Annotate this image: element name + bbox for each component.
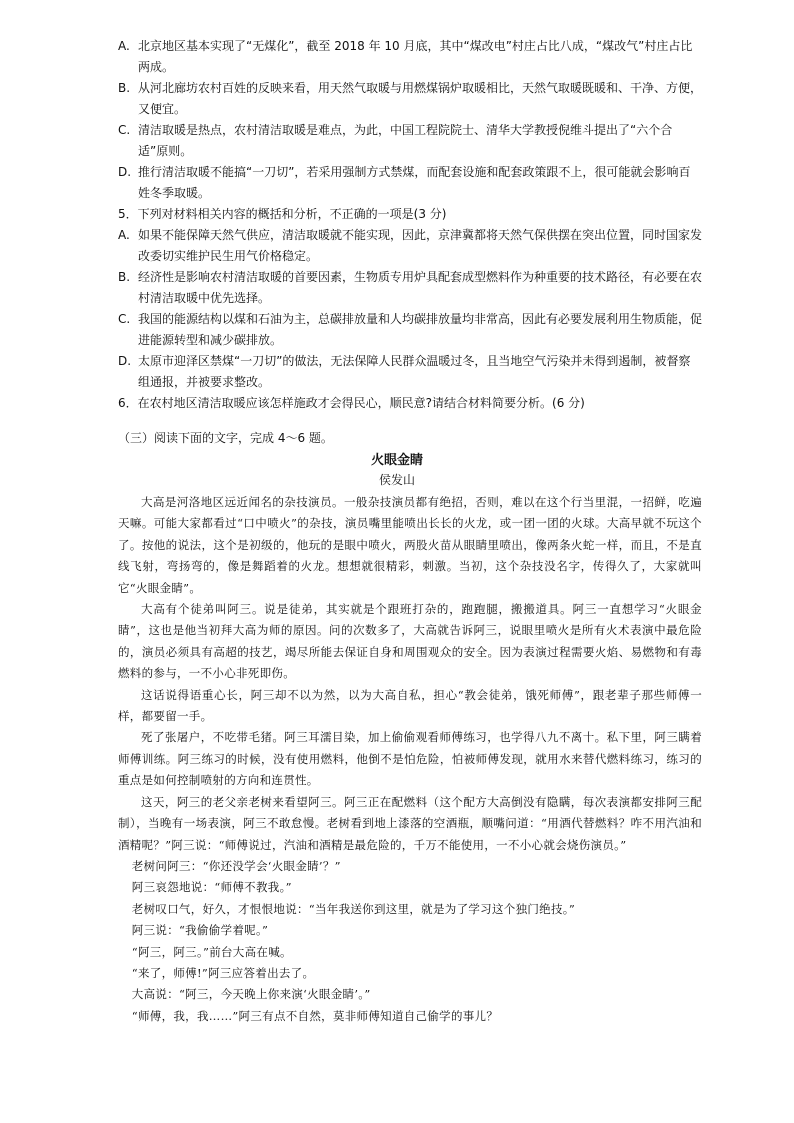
option-text: 从河北廊坊农村百姓的反映来看，用天然气取暖与用燃煤锅炉取暖相比，天然气取暖既暖和、干净、方便，又便宜。 <box>138 81 703 116</box>
story-paragraph: “阿三，阿三。”前台大高在喊。 <box>131 944 292 959</box>
story-paragraph: 大高有个徒弟叫阿三。说是徒弟，其实就是个跟班打杂的，跑跑腿，搬搬道具。阿三一直想学习“火眼金睛”，这也是他当初拜大高为师的原因。问的次数多了，大高就告诉阿三，说眼里喷火是所有火术表演中最危险的，演员必须具有高超的技艺，竭尽所能去保证自身和周围观众的安全。因为表演过程需要火焰、易燃物和有毒燃料的参与，一不小心非死即伤。 <box>118 602 702 681</box>
option-label: A. <box>118 228 130 242</box>
story-body <box>118 492 702 1027</box>
option-4c <box>118 120 702 162</box>
story-paragraph: “师傅，我，我……”阿三有点不自然，莫非师傅知道自己偷学的事儿？ <box>131 1008 499 1023</box>
story-paragraph: 老树问阿三：“你还没学会‘火眼金睛’？” <box>131 858 341 873</box>
option-4d <box>118 162 702 204</box>
option-text: 我国的能源结构以煤和石油为主，总碳排放量和人均碳排放量均非常高，因此有必要发展利用生物质能，促进能源转型和减少碳排放。 <box>138 312 703 347</box>
option-label: A. <box>118 39 130 53</box>
story-paragraph: “来了，师傅!”阿三应答着出去了。 <box>131 965 315 980</box>
story-paragraph: 老树叹口气，好久，才恨恨地说：“当年我送你到这里，就是为了学习这个独门绝技。” <box>131 901 576 916</box>
story-paragraph: 死了张屠户，不吃带毛猪。阿三耳濡目染，加上偷偷观看师傅练习，也学得八九不离十。私下里，阿三瞒着师傅训练。阿三练习的时候，没有使用燃料，他倒不是怕危险，怕被师傅发现，就用水来替代燃料练习，练习的重点是如何控制喷射的方向和连贯性。 <box>118 730 702 788</box>
section-heading: （三）阅读下面的文字，完成 4～6 题。 <box>118 431 333 445</box>
option-text: 太原市迎泽区禁煤“一刀切”的做法，无法保障人民群众温暖过冬，且当地空气污染并未得到遏制，被督察组通报，并被要求整改。 <box>138 354 691 389</box>
story-paragraph: 大高是河洛地区远近闻名的杂技演员。一般杂技演员都有绝招，否则，难以在这个行当里混，一招鲜，吃遍天嘛。可能大家都看过“口中喷火”的杂技，演员嘴里能喷出长长的火龙，或一团一团的火球。大高早就不玩这个了。按他的说法，这个是初级的，他玩的是眼中喷火，两股火苗从眼睛里喷出，像两条火蛇一样，而且，不是直线飞射，弯扬弯的，像是舞蹈着的火龙。想想就很精彩，刺激。当初，这个杂技没名字，传得久了，大家就叫它“火眼金睛”。 <box>118 495 702 595</box>
option-5a <box>118 225 702 267</box>
question-5: 5．下列对材料相关内容的概括和分析，不正确的一项是(3 分) <box>118 207 447 221</box>
option-label: B. <box>118 81 131 95</box>
option-5d <box>118 351 702 393</box>
option-4b <box>118 78 702 120</box>
story-paragraph: 大高说：“阿三，今天晚上你来演‘火眼金睛’。” <box>131 987 371 1002</box>
story-paragraph: 阿三哀怨地说：“师傅不教我。” <box>131 880 292 895</box>
option-label: B. <box>118 270 131 284</box>
option-text: 如果不能保障天然气供应，清洁取暖就不能实现，因此，京津冀都将天然气保供摆在突出位置，同时国家发改委切实维护民生用气价格稳定。 <box>138 228 703 263</box>
option-text: 北京地区基本实现了“无煤化”，截至 2018 年 10 月底，其中“煤改电”村庄占比八成，“煤改气”村庄占比两成。 <box>138 39 693 74</box>
option-text: 清洁取暖是热点，农村清洁取暖是难点，为此，中国工程院院士、清华大学教授倪维斗提出了“六个合适”原则。 <box>138 123 673 158</box>
option-5c <box>118 309 702 351</box>
option-text: 经济性是影响农村清洁取暖的首要因素，生物质专用炉具配套成型燃料作为种重要的技术路径，有必要在农村清洁取暖中优先选择。 <box>138 270 703 305</box>
option-text: 推行清洁取暖不能搞“一刀切”，若采用强制方式禁煤，而配套设施和配套政策跟不上，很可能就会影响百姓冬季取暖。 <box>138 165 691 200</box>
option-4a <box>118 36 702 78</box>
option-label: C. <box>118 123 131 137</box>
option-label: D. <box>118 354 132 368</box>
option-5b <box>118 267 702 309</box>
story-paragraph: 这天，阿三的老父亲老树来看望阿三。阿三正在配燃料（这个配方大高倒没有隐瞒，每次表演都安排阿三配制），当晚有一场表演，阿三不敢怠慢。老树看到地上漆落的空酒瓶，顺嘴问道：“用酒代替燃料？咋不用汽油和酒精呢？”阿三说：“师傅说过，汽油和酒精是最危险的，千万不能使用，一不小心就会烧伤演员。” <box>118 794 702 852</box>
question-4-options <box>118 36 702 414</box>
story-author: 侯发山 <box>378 473 415 487</box>
story-paragraph: 阿三说：“我偷偷学着呢。” <box>131 923 269 938</box>
story-title: 火眼金睛 <box>370 453 423 468</box>
story-paragraph: 这话说得语重心长，阿三却不以为然，以为大高自私，担心“教会徒弟，饿死师傅”，跟老辈子那些师傅一样，都要留一手。 <box>118 687 702 724</box>
option-label: D. <box>118 165 132 179</box>
option-label: C. <box>118 312 131 326</box>
question-6: 6．在农村地区清洁取暖应该怎样施政才会得民心，顺民意?请结合材料简要分析。(6 分) <box>118 396 585 410</box>
